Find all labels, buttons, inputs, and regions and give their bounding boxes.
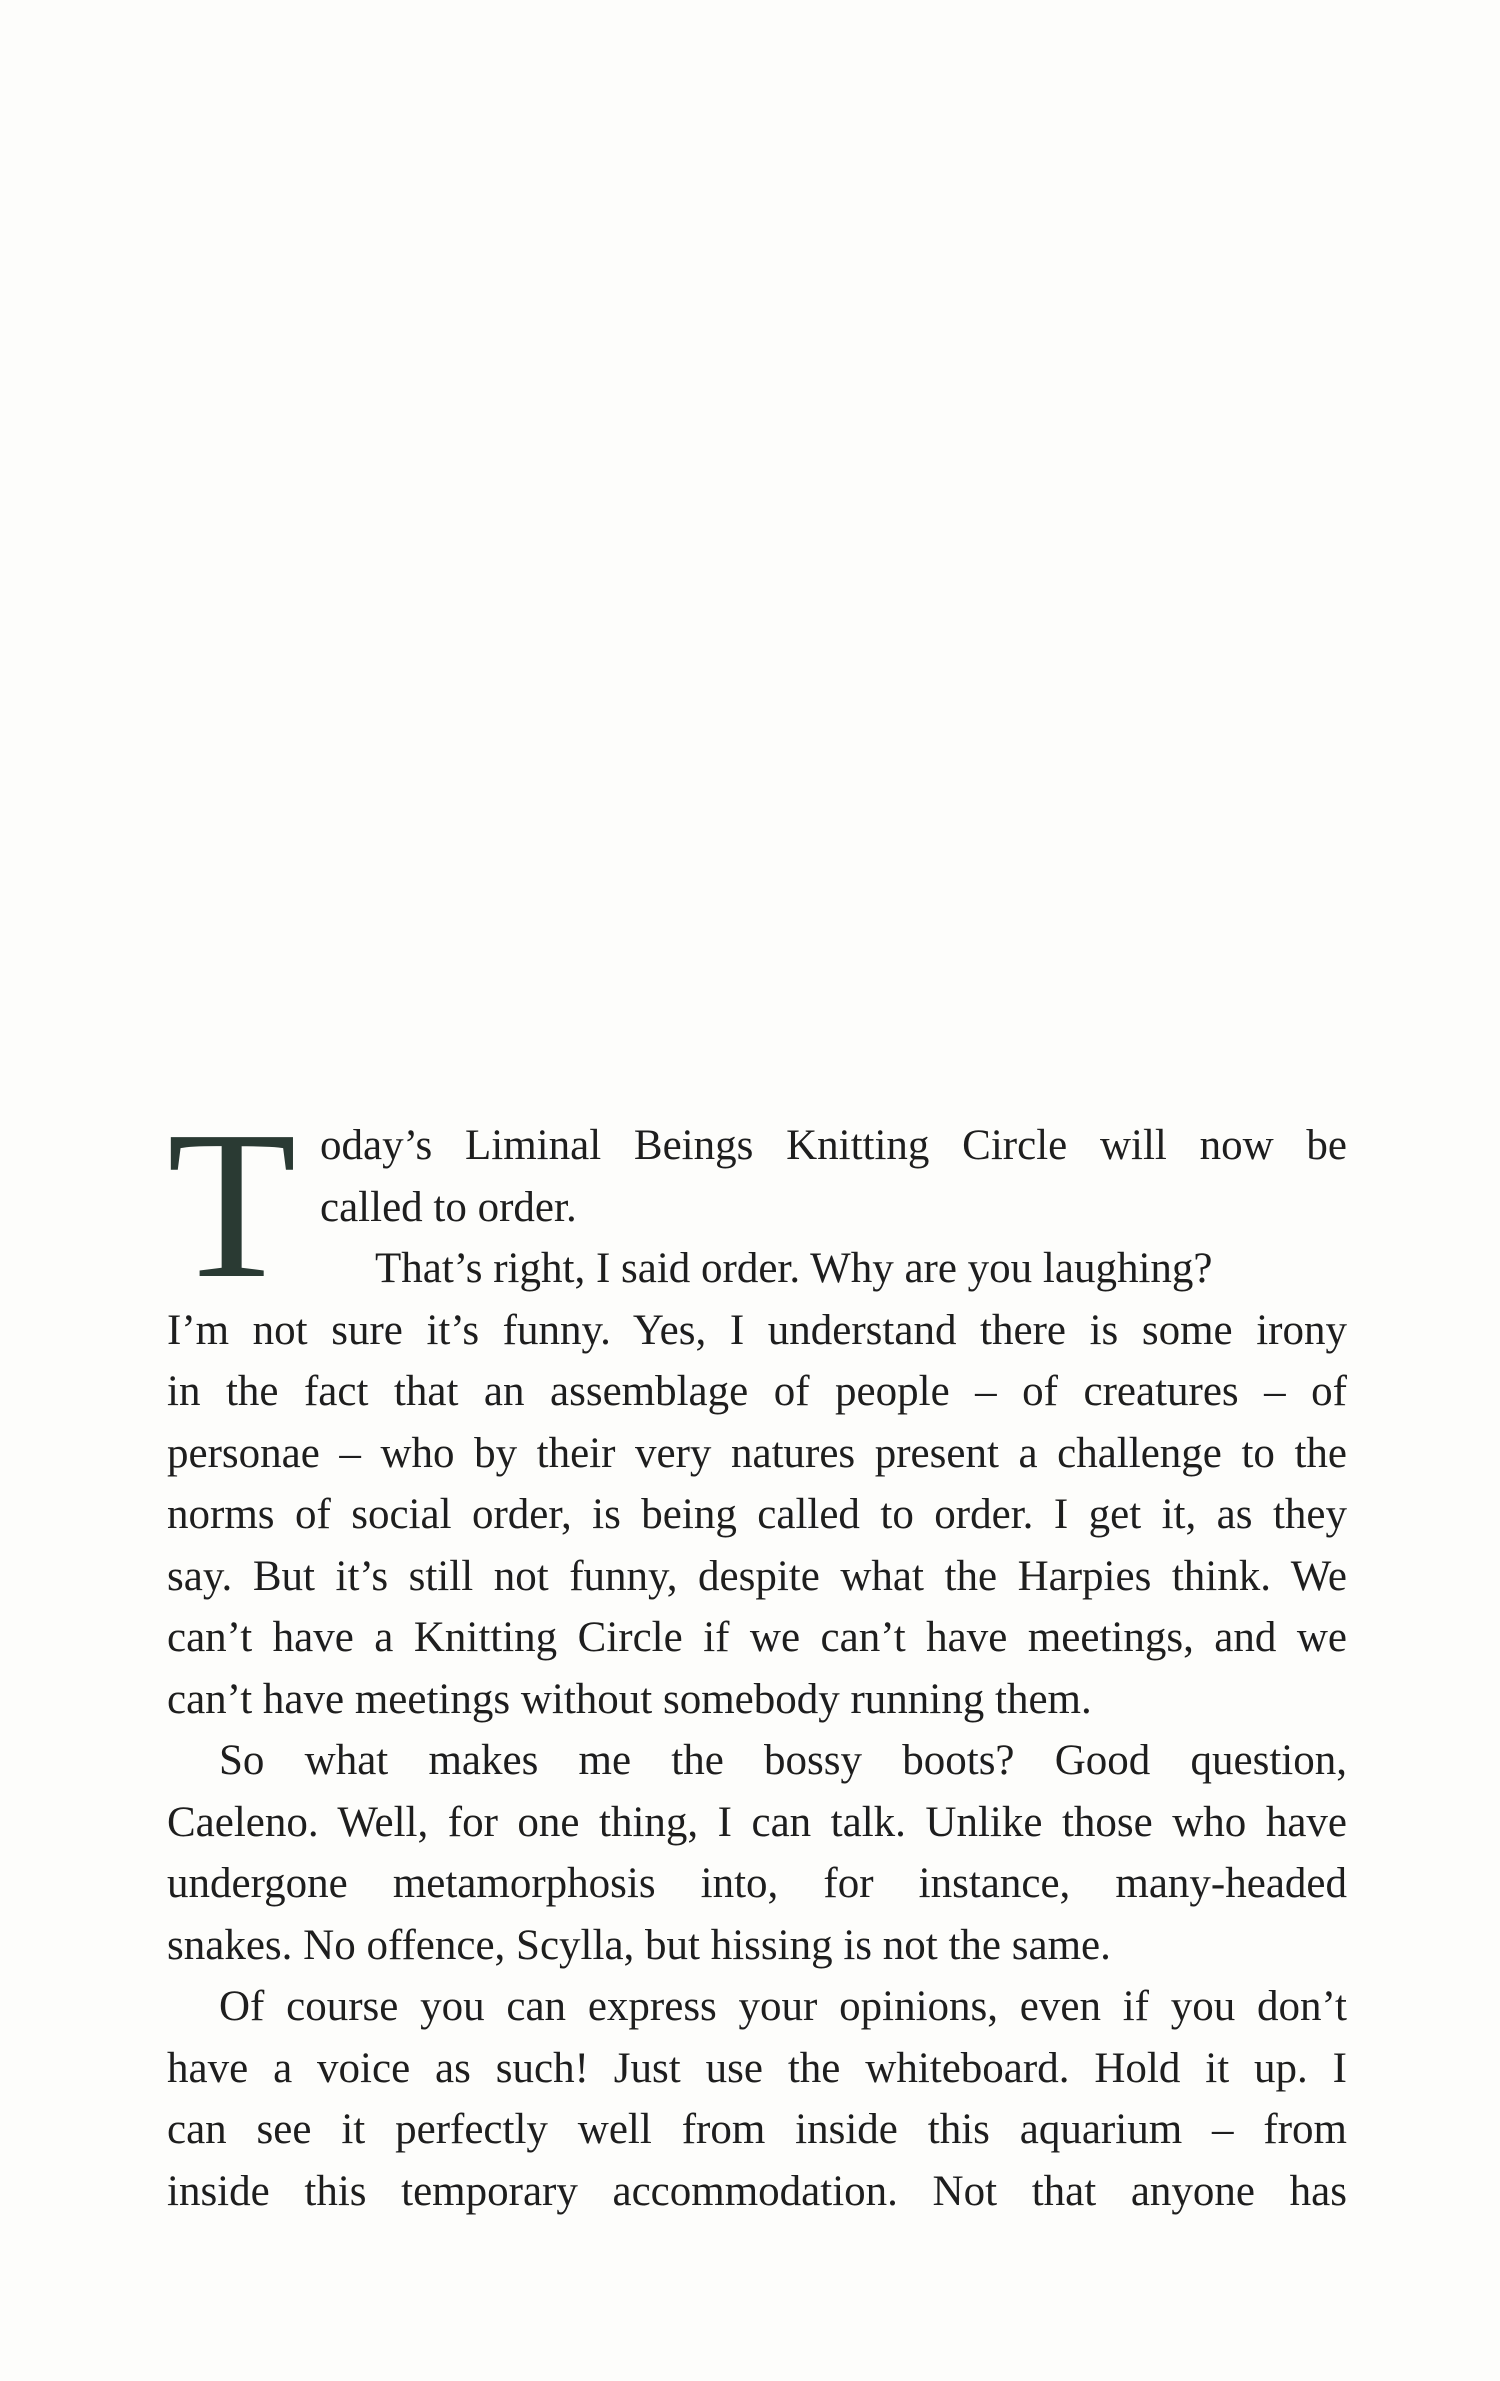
- text-line: Caeleno. Well, for one thing, I can talk. Unlike those who have: [167, 1798, 1347, 1846]
- paragraph: [167, 1300, 1347, 1731]
- text-line: say. But it’s still not funny, despite what the Harpies think. We: [167, 1552, 1347, 1600]
- text-line: inside this temporary accommodation. Not that anyone has: [167, 2167, 1347, 2215]
- text-line: undergone metamorphosis into, for instance, many-headed: [167, 1860, 1347, 1907]
- text-line: I’m not sure it’s funny. Yes, I understand there is some irony: [167, 1306, 1347, 1354]
- opening-line: That’s right, I said order. Why are you laughing?: [375, 1245, 1213, 1292]
- opening-line: called to order.: [320, 1183, 577, 1231]
- text-line: personae – who by their very natures present a challenge to the: [167, 1429, 1347, 1477]
- text-line: in the fact that an assemblage of people – of creatures – of: [167, 1368, 1347, 1415]
- text-line: can’t have meetings without somebody running them.: [167, 1675, 1092, 1723]
- text-line: Of course you can express your opinions, even if you don’t: [219, 1983, 1347, 2030]
- drop-cap: T: [167, 1087, 297, 1322]
- paragraph: [167, 1730, 1347, 1976]
- text-line: can see it perfectly well from inside this aquarium – from: [167, 2106, 1347, 2153]
- body-text: [167, 1087, 1347, 2222]
- text-line: norms of social order, is being called to order. I get it, as they: [167, 1491, 1347, 1538]
- paragraph: [167, 1976, 1347, 2222]
- text-line: snakes. No offence, Scylla, but hissing is not the same.: [167, 1921, 1111, 1969]
- opening-line: oday’s Liminal Beings Knitting Circle will now be: [320, 1122, 1347, 1169]
- opening-paragraph: [167, 1087, 1347, 1322]
- text-line: have a voice as such! Just use the whiteboard. Hold it up. I: [167, 2044, 1347, 2092]
- text-line: can’t have a Knitting Circle if we can’t have meetings, and we: [167, 1614, 1347, 1661]
- text-line: So what makes me the bossy boots? Good question,: [219, 1737, 1347, 1784]
